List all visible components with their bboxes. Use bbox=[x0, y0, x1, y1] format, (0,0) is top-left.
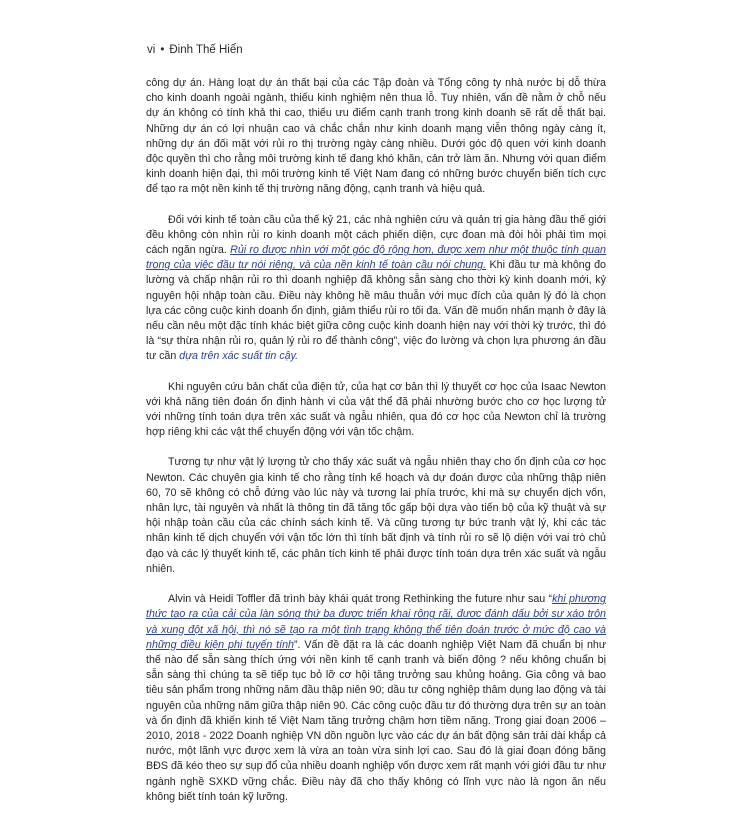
paragraph-text: Khi nguyên cứu bản chất của điện tử, của hạt cơ bản thì lý thuyết cơ học của Isaac Newton với khả năng tiên đoán ổn định hành vi của vật thể đã phải nhường bước cho cơ học lượng tử với những tính toán dựa trên xác suất và ngẫu nhiên, qua đó cơ học của Newton chỉ là trường hợp riêng khi các vật thể chuyển động với vận tốc chậm. bbox=[146, 380, 606, 439]
header-separator: • bbox=[160, 44, 165, 56]
paragraph bbox=[146, 76, 606, 198]
paragraph bbox=[146, 213, 606, 365]
paragraph-text: Alvin và Heidi Toffler đã trình bày khái quát trong Rethinking the future như sau “ bbox=[168, 593, 553, 606]
paragraph-text: ”. Vấn đề đặt ra là các doanh nghiệp Việt Nam đã chuẩn bị như thế nào để sẵn sàng thích ứng với nền kinh tế cạnh tranh và biến động ? nếu không chuẩn bị sẵn sàng thì chúng ta sẽ tiếp tục bỏ lỡ cơ hội tăng trưởng sau khủng hoảng. Gia công và bao tiêu sản phẩm trong những năm đầu thập niên 90; dầu tư công nghiệp thâm dụng lao động và tài nguyên của những năm giữa thập niên 90. Các công cuộc đầu tư đó thường dựa trên sự an toàn và ổn định đã khiến kinh tế Việt Nam tăng trưởng chậm hơn tiềm năng. Trong giai đoạn 2006 – 2010, 2018 - 2022 Doanh nghiệp VN dồn nguồn lực vào các dự án bất động sản trải dài khắp cả nước, một lãnh vực được xem là vừa an toàn vừa sinh lợi cao. Sau đó là giai đoạn đóng băng BĐS đã kéo theo sự sụp đổ của nhiều doanh nghiệp vốn được xem rất mạnh với giới đầu tư như ngành nghề SXKD vững chắc. Điều này đã cho thấy không có lĩnh vực nào là ngon ăn nếu không biết tính toán kỹ lưỡng. bbox=[146, 638, 607, 803]
paragraph bbox=[146, 380, 606, 441]
paragraph-text: Đối với kinh tế toàn cầu của thế kỷ 21, các nhà nghiên cứu và quản trị gia hàng đầu thế giới đều không còn nhìn rủi ro kinh doanh một cách phiến diện, cực đoan mà đòi hỏi phải tìm mọi cách ngăn ngừa. bbox=[146, 213, 606, 257]
paragraph-text: Khi đầu tư mà không đo lường và chấp nhận rủi ro thì doanh nghiệp đã không sẵn sàng cho thời kỳ kinh doanh mới, kỷ nguyên hội nhập toàn cầu. Điều này không hề mâu thuẫn với mục đích của quản lý đó là chọn lựa các công cuộc kinh doanh ổn định, giảm thiểu rủi ro tối đa. Vấn đề muốn nhấn mạnh ở đây là nếu cần nêu một đặc tính khác biệt giữa công cuộc kinh doanh hiện nay với thời kỳ trước, thì đó là “sự thừa nhận rủi ro, quản lý rủi ro để thành công”, việc đo lường và chọn lựa phương án đầu tư cần bbox=[146, 259, 606, 363]
paragraph bbox=[146, 455, 606, 577]
running-header bbox=[147, 44, 243, 56]
paragraph-text: Tương tự như vật lý lượng tử cho thấy xác suất và ngẫu nhiên thay cho ổn định của cơ học Newton. Các chuyên gia kinh tế cho rằng tính kế hoạch và dự đoán được của những thập niên 60, 70 sẽ không có chỗ đứng vào lúc này và tương lai phía trước, khi mà sự chuyển dịch vốn, nhân lực, tài nguyên và nhất là thông tin đã tăng tốc gấp bội dựa vào tiến bộ của kỹ thuật và sự hội nhập toàn cầu của các chính sách kinh tế. Và cũng tương tự bức tranh vật lý, khi các tác nhân kinh tế dịch chuyển với vận tốc lớn thì tính bất định và tính rủi ro sẽ lộ diện với vai trò chủ đạo và các lý thuyết kinh tế, các phân tích kinh tế phải được tính toán dựa trên xác suất và ngẫu nhiên. bbox=[146, 456, 606, 575]
author-name: Đinh Thế Hiển bbox=[169, 44, 243, 56]
emphasis-underlined-text: khi phương thức tạo ra của cải của làn sóng thứ ba được triển khai rộng rãi, được đánh dấu bởi sự xáo trộn và xung đột xã hội, thì nó sẽ tạo ra một tình trạng không thể tiên đoán trước ở mức độ cao và những điều kiện phi tuyến tính bbox=[146, 593, 606, 651]
page-number: vi bbox=[147, 44, 156, 56]
body-text bbox=[146, 76, 606, 820]
emphasis-underlined-text: Rủi ro được nhìn với một góc độ rộng hơn, được xem như một thuộc tính quan trọng của việc đầu tư nói riêng, và của nền kinh tế toàn cầu nói chung. bbox=[146, 244, 606, 272]
emphasis-text: dựa trên xác suất tin cậy. bbox=[179, 350, 299, 363]
paragraph-text: công dự án. Hàng loạt dự án thất bại của các Tập đoàn và Tổng công ty nhà nước bị dỗ thừa cho kinh doanh ngoài ngành, thiếu kinh nghiệm nên thua lỗ. Tuy nhiên, vấn đề nằm ở chỗ nếu dự án không có tính khả thi cao, thiếu ưu điểm cạnh tranh trong kinh doanh sẽ rất dễ thất bại. Những dự án có lợi nhuận cao và chắc chắn như kinh doanh mạng viễn thông ngày càng ít, những dự án đối mặt với rủi ro thị trường ngày càng nhiều. Dưới góc độ quen với kinh doanh độc quyền thì cho rằng môi trường kinh tế đang khó khăn, cản trở làm ăn. Nhưng với quan điểm kinh doanh hiện đại, thì môi trường kinh tế Việt Nam đang có những bước chuyển biến tích cực để tạo ra một nền kinh tế thị trường năng động, cạnh tranh và hiệu quả. bbox=[146, 77, 606, 196]
paragraph bbox=[146, 592, 606, 805]
